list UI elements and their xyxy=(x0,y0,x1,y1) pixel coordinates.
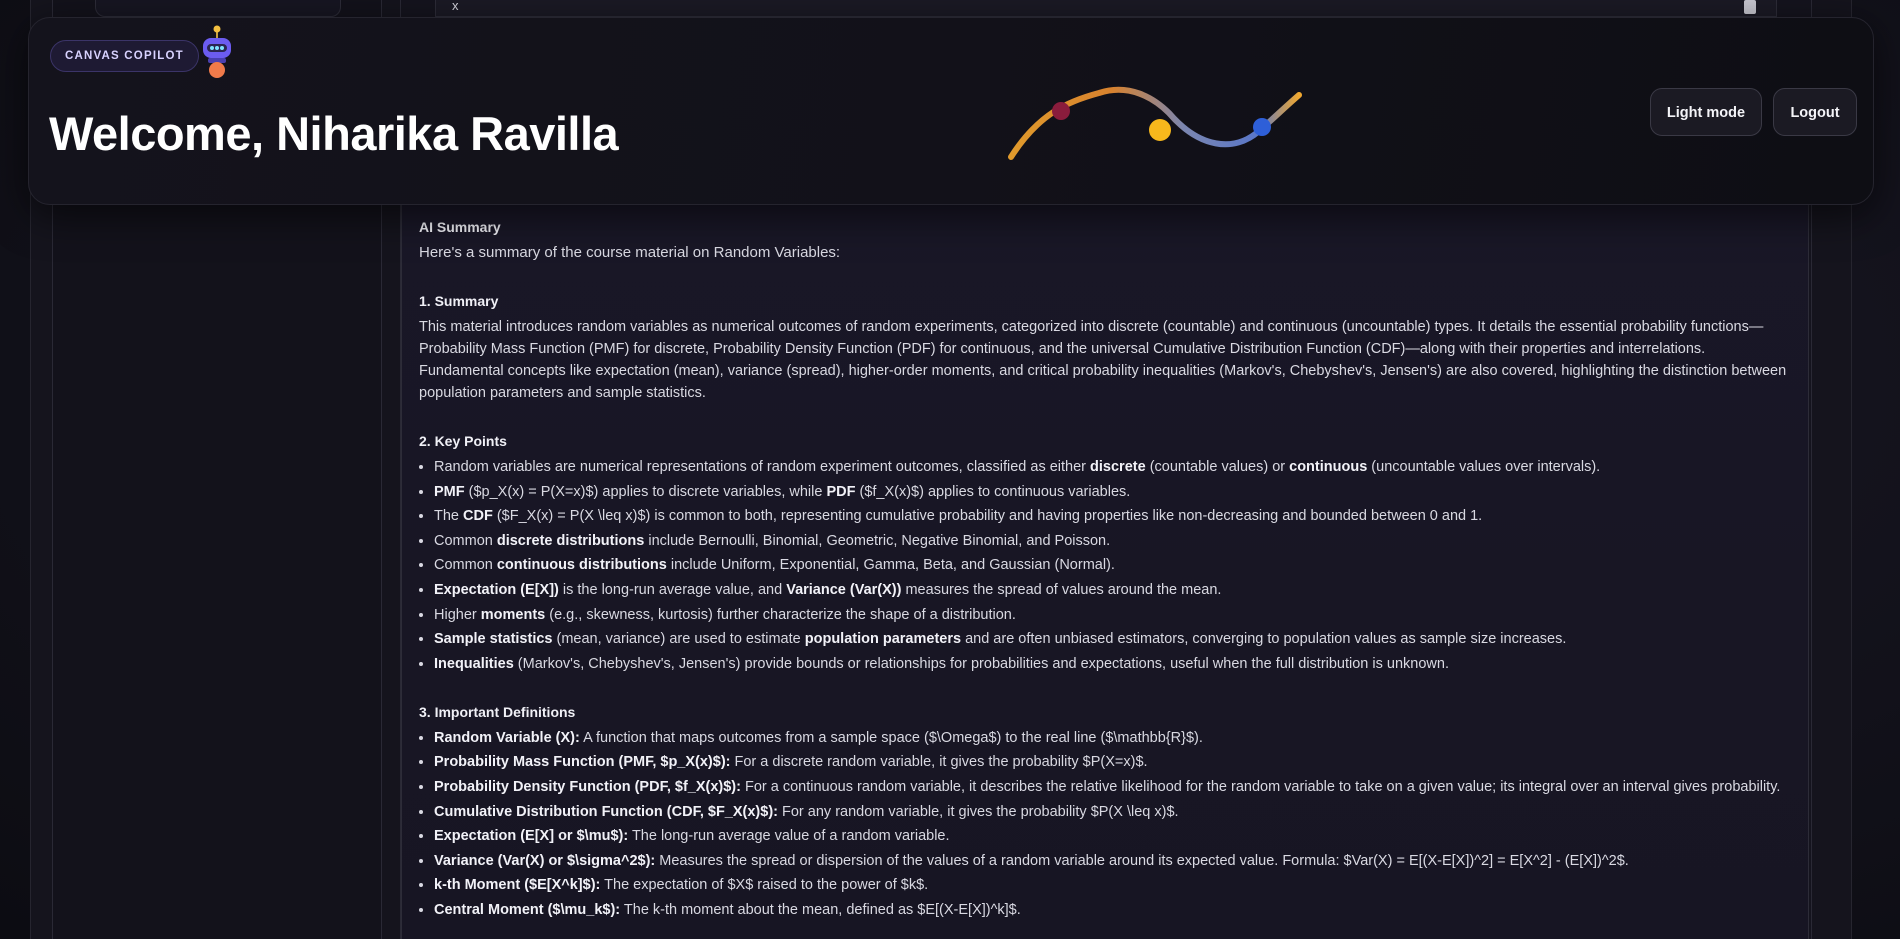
list-item: • Common continuous distributions include Uniform, Exponential, Gamma, Beta, and Gaussian (Normal). xyxy=(434,554,1790,576)
list-item: • Higher moments (e.g., skewness, kurtosis) further characterize the shape of a distribution. xyxy=(434,604,1790,626)
close-button[interactable]: x xyxy=(452,0,459,13)
welcome-heading: Welcome, Niharika Ravilla xyxy=(49,107,619,160)
sidebar-card xyxy=(95,0,341,17)
list-item: • PMF ($p_X(x) = P(X=x)$) applies to discrete variables, while PDF ($f_X(x)$) applies to continuous variables. xyxy=(434,481,1790,503)
definitions-list xyxy=(419,727,1790,921)
list-item: • k-th Moment ($E[X^k]$): The expectation of $X$ raised to the power of $k$. xyxy=(434,874,1790,896)
ai-summary-title: AI Summary xyxy=(419,219,501,235)
section-key-points-title: 2. Key Points xyxy=(419,433,507,449)
list-item: • Probability Mass Function (PMF, $p_X(x)$): For a discrete random variable, it gives the probability $P(X=x)$. xyxy=(434,751,1790,773)
blue-dot-icon xyxy=(1253,118,1271,136)
list-item: • Random Variable (X): A function that maps outcomes from a sample space ($\Omega$) to the real line ($\mathbb{R}$). xyxy=(434,727,1790,749)
list-item: • Cumulative Distribution Function (CDF, $F_X(x)$): For any random variable, it gives the probability $P(X \leq x)$. xyxy=(434,801,1790,823)
logout-button[interactable]: Logout xyxy=(1773,88,1857,136)
key-points-list xyxy=(419,456,1790,675)
list-item: • The CDF ($F_X(x) = P(X \leq x)$) is common to both, representing cumulative probability and having properties like non-decreasing and bounded between 0 and 1. xyxy=(434,505,1790,527)
header-bar xyxy=(28,17,1874,205)
panel-top-bar xyxy=(435,0,1777,17)
list-item: • Inequalities (Markov's, Chebyshev's, Jensen's) provide bounds or relationships for probabilities and expectations, useful when the full distribution is unknown. xyxy=(434,653,1790,675)
robot-mascot-icon xyxy=(197,24,237,84)
list-item: • Expectation (E[X] or $\mu$): The long-run average value of a random variable. xyxy=(434,825,1790,847)
section-definitions-title: 3. Important Definitions xyxy=(419,703,576,720)
list-item: • Central Moment ($\mu_k$): The k-th moment about the mean, defined as $E[(X-E[X])^k]$. xyxy=(434,899,1790,921)
yellow-dot-icon xyxy=(1149,119,1171,141)
list-item: • Expectation (E[X]) is the long-run average value, and Variance (Var(X)) measures the spread of values around the mean. xyxy=(434,579,1790,601)
list-item: • Common discrete distributions include Bernoulli, Binomial, Geometric, Negative Binomial, and Poisson. xyxy=(434,530,1790,552)
wave-decoration-icon xyxy=(979,73,1319,173)
list-item: • Random variables are numerical representations of random experiment outcomes, classified as either discrete (countable values) or continuous (uncountable values over intervals). xyxy=(434,456,1790,478)
ai-summary-intro: Here's a summary of the course material on Random Variables: xyxy=(419,244,841,261)
list-item: • Variance (Var(X) or $\sigma^2$): Measures the spread or dispersion of the values of a random variable around its expected value. Formula: $Var(X) = E[(X-E[X])^2] = E[X^2] - (E[X])^2$. xyxy=(434,850,1790,872)
scrollbar-thumb[interactable] xyxy=(1744,0,1756,14)
ai-summary-panel xyxy=(401,160,1809,939)
list-item: • Probability Density Function (PDF, $f_X(x)$): For a continuous random variable, it describes the relative likelihood for the random variable to take on a given value; its integral over an interval gives probability. xyxy=(434,776,1790,798)
brand-badge: CANVAS COPILOT xyxy=(50,40,199,72)
red-dot-icon xyxy=(1052,102,1070,120)
section-summary-title: 1. Summary xyxy=(419,293,499,309)
list-item: • Sample statistics (mean, variance) are used to estimate population parameters and are often unbiased estimators, converging to population values as sample size increases. xyxy=(434,628,1790,650)
section-summary-text: This material introduces random variables as numerical outcomes of random experiments, categorized into discrete (countable) and continuous (uncountable) types. It details the essential probability functions—Probability Mass Function (PMF) for discrete, Probability Density Function (PDF) for continuous, and the universal Cumulative Distribution Function (CDF)—along with their properties and interrelations. Fundamental concepts like expectation (mean), variance (spread), higher-order moments, and critical probability inequalities (Markov's, Chebyshev's, Jensen's) are also covered, highlighting the distinction between population parameters and sample statistics. xyxy=(419,319,1787,401)
light-mode-button[interactable]: Light mode xyxy=(1650,88,1762,136)
